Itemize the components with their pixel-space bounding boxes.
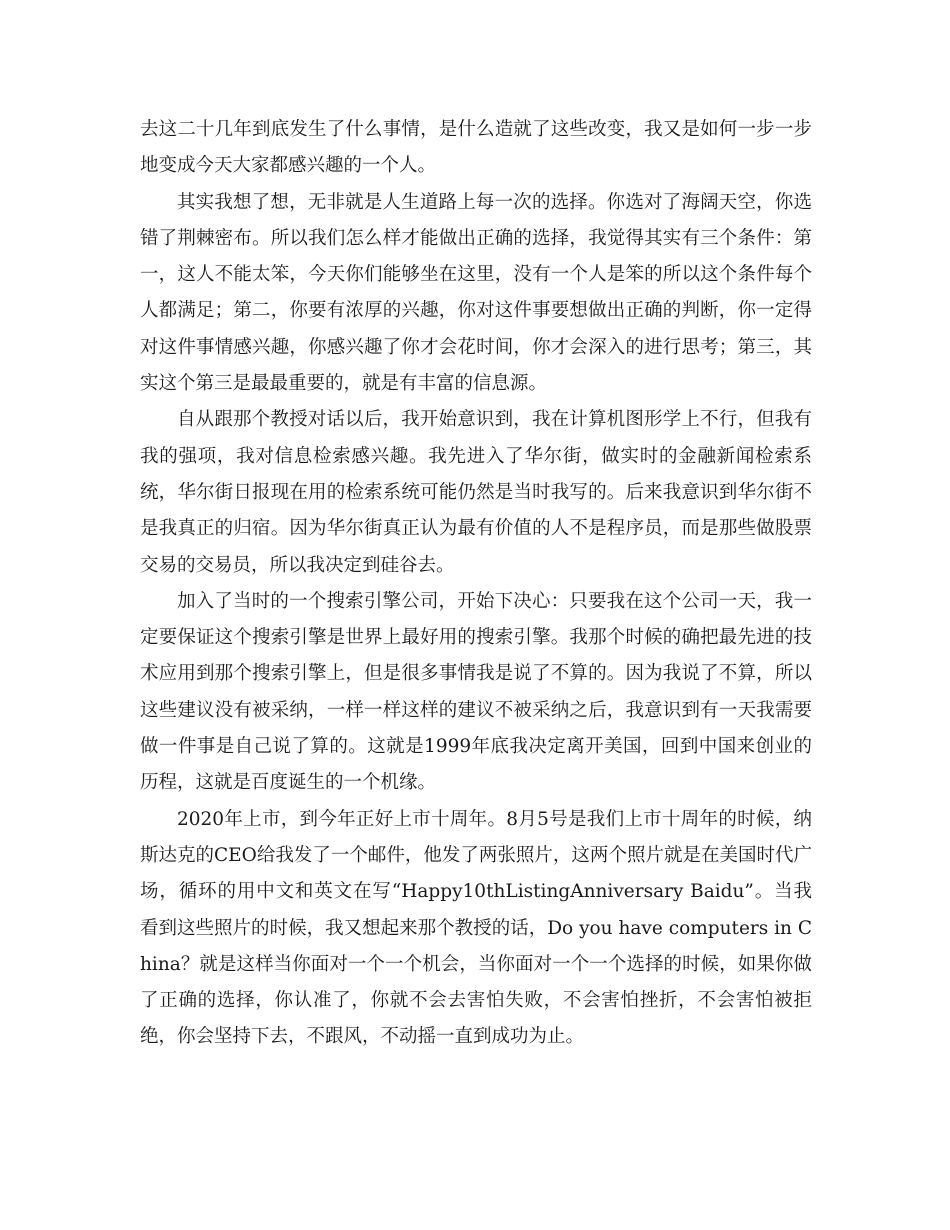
paragraph-1: 去这二十几年到底发生了什么事情，是什么造就了这些改变，我又是如何一步一步地变成今天大家都感兴趣的一个人。	[140, 119, 812, 177]
document-body	[140, 112, 812, 1056]
paragraph-5: 2020年上市，到今年正好上市十周年。8月5号是我们上市十周年的时候，纳斯达克的CEO给我发了一个邮件，他发了两张照片，这两个照片就是在美国时代广场，循环的用中文和英文在写“Happy10thListingAnniversary Baidu”。当我看到这些照片的时候，我又想起来那个教授的话，Do you have computers in China？就是这样当你面对一个一个机会，当你面对一个一个选择的时候，如果你做了正确的选择，你认准了，你就不会去害怕失败，不会害怕挫折，不会害怕被拒绝，你会坚持下去，不跟风，不动摇一直到成功为止。	[140, 808, 812, 1048]
paragraph-2: 其实我想了想，无非就是人生道路上每一次的选择。你选对了海阔天空，你选错了荆棘密布。所以我们怎么样才能做出正确的选择，我觉得其实有三个条件：第一，这人不能太笨，今天你们能够坐在这里，没有一个人是笨的所以这个条件每个人都满足；第二，你要有浓厚的兴趣，你对这件事要想做出正确的判断，你一定得对这件事情感兴趣，你感兴趣了你才会花时间，你才会深入的进行思考；第三，其实这个第三是最最重要的，就是有丰富的信息源。	[140, 191, 812, 395]
paragraph-4: 加入了当时的一个搜索引擎公司，开始下决心：只要我在这个公司一天，我一定要保证这个搜索引擎是世界上最好用的搜索引擎。我那个时候的确把最先进的技术应用到那个搜索引擎上，但是很多事情我是说了不算的。因为我说了不算，所以这些建议没有被采纳，一样一样这样的建议不被采纳之后，我意识到有一天我需要做一件事是自己说了算的。这就是1999年底我决定离开美国，回到中国来创业的历程，这就是百度诞生的一个机缘。	[140, 590, 812, 794]
paragraph-3: 自从跟那个教授对话以后，我开始意识到，我在计算机图形学上不行，但我有我的强项，我对信息检索感兴趣。我先进入了华尔街，做实时的金融新闻检索系统，华尔街日报现在用的检索系统可能仍然是当时我写的。后来我意识到华尔街不是我真正的归宿。因为华尔街真正认为最有价值的人不是程序员，而是那些做股票交易的交易员，所以我决定到硅谷去。	[140, 409, 812, 576]
